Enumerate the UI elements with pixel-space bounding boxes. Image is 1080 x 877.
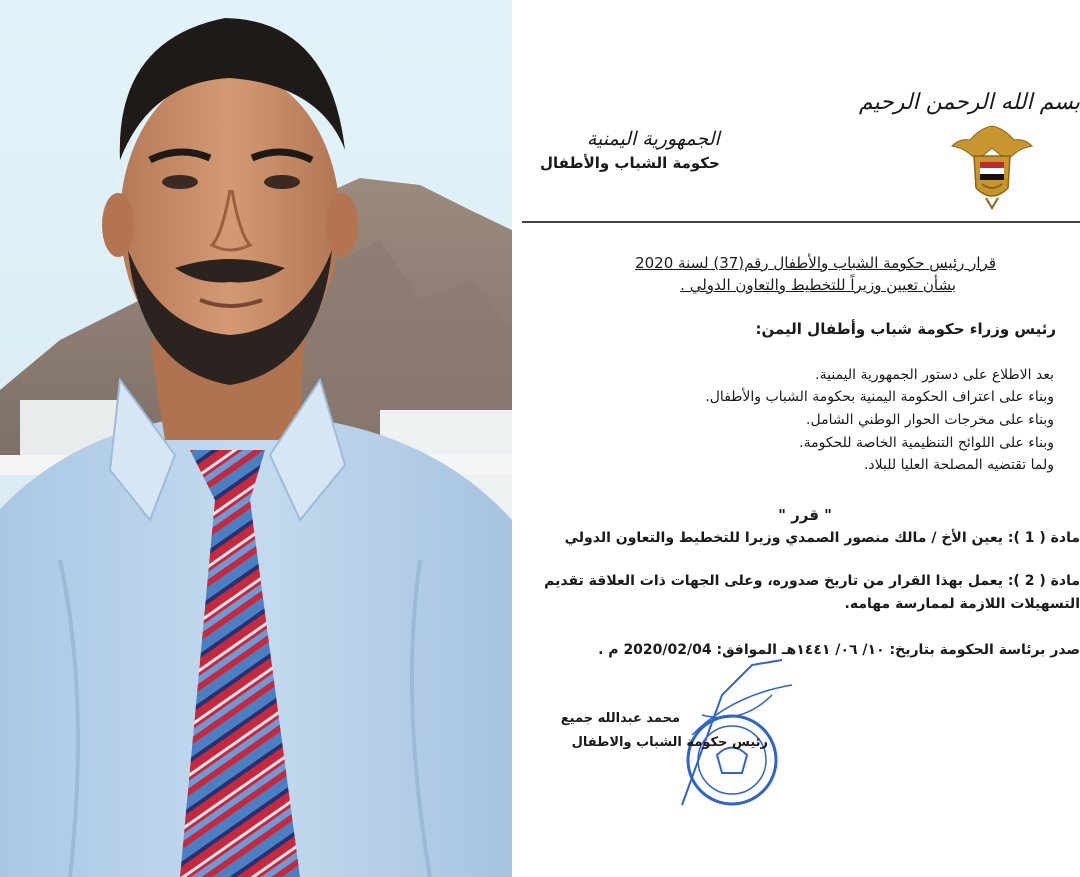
decision-heading: " قرر " <box>778 506 832 524</box>
signatory-title: رئيس حكومة الشباب والاطفال <box>571 735 768 750</box>
header-left <box>540 128 720 172</box>
issue-date-line: صدر برئاسة الحكومة بتاريخ: ١٠/ ٠٦/ ١٤٤١هـ الموافق: 2020/02/04 م . <box>598 642 1080 658</box>
header-country: الجمهورية اليمنية <box>586 128 720 150</box>
article-2: مادة ( 2 ): يعمل بهذا القرار من تاريخ صدوره، وعلى الجهات ذات العلاقة تقديم <box>544 573 1080 589</box>
portrait-illustration <box>0 0 512 877</box>
decree-title: قرار رئيس حكومة الشباب والأطفال رقم(37) لسنة 2020 <box>635 254 996 272</box>
signatory-name: محمد عبدالله جميع <box>560 711 680 726</box>
basmala: بسم الله الرحمن الرحيم <box>858 90 1080 115</box>
article-2-continued: التسهيلات اللازمة لممارسة مهامه. <box>844 596 1080 612</box>
decree-subject: بشأن تعيين وزيراً للتخطيط والتعاون الدولي . <box>680 276 956 294</box>
preamble-line: وبناء على اعتراف الحكومة اليمنية بحكومة الشباب والأطفال. <box>705 389 1054 405</box>
preamble-line: ولما تقتضيه المصلحة العليا للبلاد. <box>863 457 1054 473</box>
portrait-photo <box>0 0 512 877</box>
addressee: رئيس وزراء حكومة شباب وأطفال اليمن: <box>755 320 1056 338</box>
preamble-line: بعد الاطلاع على دستور الجمهورية اليمنية. <box>815 367 1054 383</box>
article-1: مادة ( 1 ): يعين الأخ / مالك منصور الصمدي وزيرا للتخطيط والتعاون الدولي <box>564 530 1080 546</box>
preamble-line: وبناء على اللوائح التنظيمية الخاصة للحكومة. <box>799 435 1054 451</box>
header-divider <box>522 221 1080 223</box>
header-government: حكومة الشباب والأطفال <box>540 154 720 172</box>
preamble-line: وبناء على مخرجات الحوار الوطني الشامل. <box>806 412 1054 428</box>
yemen-emblem-icon <box>950 118 1034 210</box>
decree-document <box>512 0 1080 877</box>
